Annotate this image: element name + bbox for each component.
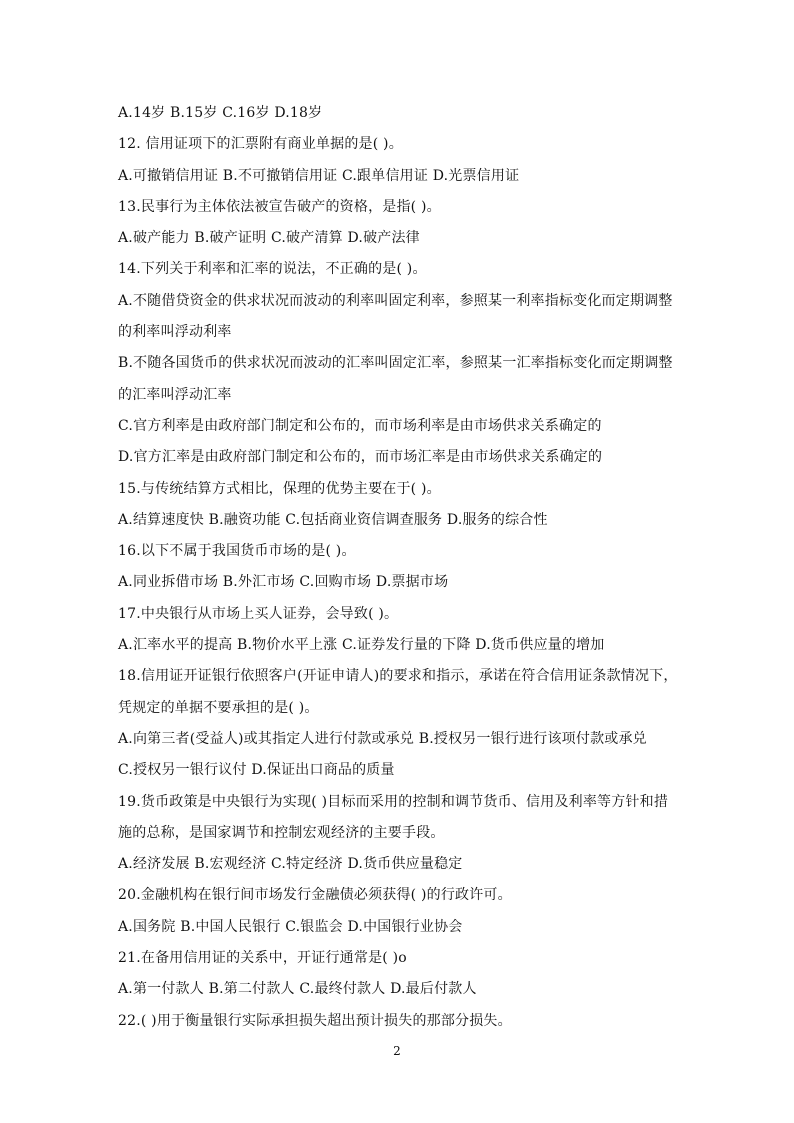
- question-19-line-2: 施的总称，是国家调节和控制宏观经济的主要手段。: [118, 824, 445, 841]
- answer-options-15: A.结算速度快 B.融资功能 C.包括商业资信调查服务 D.服务的综合性: [118, 511, 548, 528]
- question-17: 17.中央银行从市场上买人证券，会导致( )。: [118, 605, 399, 622]
- answer-options-18-line-1: A.向第三者(受益人)或其指定人进行付款或承兑 B.授权另一银行进行该项付款或承兑: [118, 730, 647, 747]
- question-13: 13.民事行为主体依法被宣告破产的资格，是指( )。: [118, 198, 441, 215]
- question-16: 16.以下不属于我国货币市场的是( )。: [118, 543, 356, 560]
- answer-options-17: A.汇率水平的提高 B.物价水平上涨 C.证券发行量的下降 D.货币供应量的增加: [118, 637, 605, 654]
- answer-options-18-line-2: C.授权另一银行议付 D.保证出口商品的质量: [118, 762, 395, 779]
- question-18-line-2: 凭规定的单据不要承担的是( )。: [118, 699, 319, 716]
- question-21: 21.在备用信用证的关系中，开证行通常是( )o: [118, 950, 407, 967]
- option-14-a-line-2: 的利率叫浮动利率: [118, 324, 232, 341]
- exam-content: [118, 98, 678, 1037]
- option-14-a-line-1: A.不随借贷资金的供求状况而波动的利率叫固定利率，参照某一利率指标变化而定期调整: [118, 292, 673, 309]
- question-19-line-1: 19.货币政策是中央银行为实现( )目标而采用的控制和调节货币、信用及利率等方针和措: [118, 793, 669, 810]
- answer-options-21: A.第一付款人 B.第二付款人 C.最终付款人 D.最后付款人: [118, 981, 477, 998]
- answer-options-20: A.国务院 B.中国人民银行 C.银监会 D.中国银行业协会: [118, 918, 463, 935]
- answer-options-16: A.同业拆借市场 B.外汇市场 C.回购市场 D.票据市场: [118, 574, 449, 591]
- option-14-c: C.官方利率是由政府部门制定和公布的，而市场利率是由市场供求关系确定的: [118, 417, 602, 434]
- option-14-b-line-2: 的汇率叫浮动汇率: [118, 386, 232, 403]
- option-14-b-line-1: B.不随各国货币的供求状况而波动的汇率叫固定汇率，参照某一汇率指标变化而定期调整: [118, 355, 673, 372]
- question-12: 12. 信用证项下的汇票附有商业单据的是( )。: [118, 136, 403, 153]
- answer-options-11: A.14岁 B.15岁 C.16岁 D.18岁: [118, 105, 323, 121]
- answer-options-12: A.可撤销信用证 B.不可撤销信用证 C.跟单信用证 D.光票信用证: [118, 167, 520, 184]
- question-15: 15.与传统结算方式相比，保理的优势主要在于( )。: [118, 480, 441, 497]
- option-14-d: D.官方汇率是由政府部门制定和公布的，而市场汇率是由市场供求关系确定的: [118, 449, 603, 466]
- question-22: 22.( )用于衡量银行实际承担损失超出预计损失的那部分损失。: [118, 1012, 512, 1029]
- page-number: 2: [393, 1044, 401, 1058]
- question-20: 20.金融机构在银行间市场发行金融债必须获得( )的行政许可。: [118, 887, 512, 904]
- answer-options-19: A.经济发展 B.宏观经济 C.特定经济 D.货币供应量稳定: [118, 856, 463, 873]
- question-18-line-1: 18.信用证开证银行依照客户(开证申请人)的要求和指示，承诺在符合信用证条款情况下，: [118, 668, 678, 685]
- question-14: 14.下列关于利率和汇率的说法，不正确的是( )。: [118, 261, 427, 278]
- answer-options-13: A.破产能力 B.破产证明 C.破产清算 D.破产法律: [118, 230, 420, 247]
